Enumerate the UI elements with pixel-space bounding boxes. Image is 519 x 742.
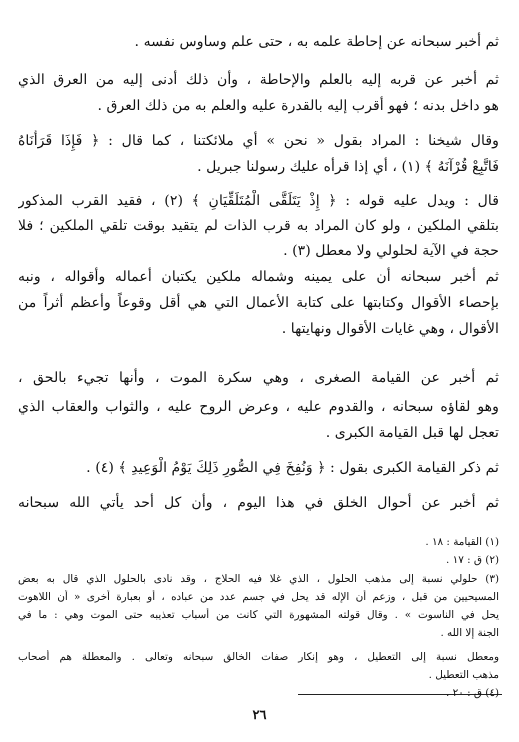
footnote-line: يحل في الناسوت » . وقال قولته المشهورة التي كانت من أسباب تعذيبه حتى الموت وهي : ما في	[18, 609, 499, 621]
footnote-line: المسيحيين من قبل ، وزعم أن الإله قد يحل في جسم عدد من عباده ، أو بعبارة أخرى « أن اللاهوت	[18, 591, 499, 603]
page-number: ٢٦	[252, 708, 267, 723]
text-line: تعجل لها قبل القيامة الكبرى .	[325, 425, 499, 441]
text-line: ثم أخبر سبحانه عن إحاطة علمه به ، حتى علم وساوس نفسه .	[134, 34, 499, 50]
text-line: ثم ذكر القيامة الكبرى بقول : ﴿ وَنُفِخَ فِي الصُّورِ ذَلِكَ يَوْمُ الْوَعِيدِ ﴾ (٤) .	[86, 460, 499, 476]
text-line: بإحصاء الأقوال وكتابتها على كتابة الأعمال التي هي أقل وقوعاً وأعظم أثراً من	[18, 295, 499, 311]
text-line: قال : ويدل عليه قوله : ﴿ إِذْ يَتَلَقَّى الْمُتَلَقِّيَانِ ﴾ (٢) ، فقيد القرب المذكور	[18, 193, 499, 209]
footnote-line: مذهب التعطيل .	[428, 669, 499, 681]
text-line: ثم أخبر عن القيامة الصغرى ، وهي سكرة الموت ، وأنها تجيء بالحق ،	[18, 370, 499, 386]
text-line: بتلقي الملكين ، ولو كان المراد به قرب الذات لم يتقيد بوقت تلقي الملكين ؛ فلا	[18, 218, 499, 234]
text-line: وقال شيخنا : المراد بقول « نحن » أي ملائكتنا ، كما قال : ﴿ فَإِذَا قَرَأْنَاهُ	[18, 133, 499, 149]
text-line: فَاتَّبِعْ قُرْآنَهُ ﴾ (١) ، أي إذا قرأه عليك رسولنا جبريل .	[197, 159, 499, 175]
footnote-line: (٣) حلولي نسبة إلى مذهب الحلول ، الذي غلا فيه الحلاج ، وقد نادى بالحلول الذي قال به بعض	[18, 573, 499, 585]
text-line: وهو لقاؤه سبحانه ، والقدوم عليه ، وعرض الروح عليه ، والثواب والعقاب الذي	[18, 399, 499, 415]
footnote-line: (١) القيامة : ١٨ .	[425, 536, 499, 548]
footnote-line: الجنة إلا الله .	[440, 627, 499, 639]
footnote-line: ومعطل نسبة إلى التعطيل ، وهو إنكار صفات الخالق سبحانه وتعالى . والمعطلة هم أصحاب	[18, 651, 499, 663]
text-line: الأقوال ، وهي غايات الأقوال ونهايتها .	[281, 321, 499, 337]
text-line: حجة في الآية لحلولي ولا معطل (٣) .	[283, 243, 499, 259]
text-line: ثم أخبر عن أحوال الخلق في هذا اليوم ، وأن كل أحد يأتي الله سبحانه	[18, 495, 499, 511]
footnote-line: (٤) ق : ٢٠ .	[446, 687, 499, 699]
text-line: هو داخل بدنه ؛ فهو أقرب إليه بالقدرة عليه والعلم به من ذلك العرق .	[97, 98, 499, 114]
text-line: ثم أخبر سبحانه أن على يمينه وشماله ملكين يكتبان أعماله وأقواله ، ونبه	[18, 269, 499, 285]
footnote-line: (٢) ق : ١٧ .	[446, 554, 499, 566]
text-line: ثم أخبر عن قربه إليه بالعلم والإحاطة ، وأن ذلك أدنى إليه من العرق الذي	[18, 72, 499, 88]
